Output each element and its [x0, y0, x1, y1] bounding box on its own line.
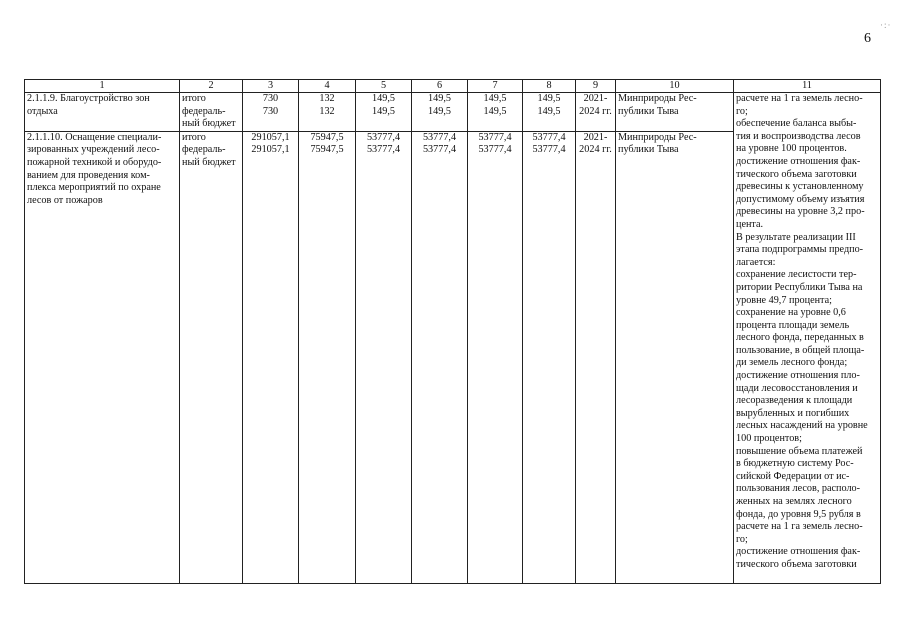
text-line: тия и воспроизводства лесов — [736, 130, 861, 142]
measure-name-cell — [25, 131, 180, 583]
value: 149,5 — [537, 93, 561, 104]
amount-year-cell — [299, 93, 356, 132]
page-number: 6 — [864, 31, 871, 46]
value: 291057,1 — [251, 144, 290, 156]
value: 132 — [319, 93, 335, 104]
amount-year-cell — [468, 93, 523, 132]
value: 149,5 — [372, 93, 395, 104]
text-line: пожарной техникой и оборудо- — [27, 156, 162, 168]
value: 53777,4 — [366, 144, 401, 156]
text-line: обеспечение баланса выбы- — [736, 118, 857, 130]
amount-total-cell — [243, 131, 299, 583]
program-table — [24, 79, 881, 584]
text-line: 2024 гг. — [579, 105, 612, 117]
header-cell: 8 — [523, 80, 576, 93]
text-line: фонда, до уровня 9,5 рубля в — [736, 508, 861, 520]
value: 53777,4 — [532, 144, 566, 156]
header-cell: 6 — [412, 80, 468, 93]
value: 53777,4 — [366, 131, 401, 143]
text-line: достижение отношения фак- — [736, 546, 861, 558]
text-line: на уровне 100 процентов. — [736, 143, 847, 155]
text-line: лесных насаждений на уровне — [736, 420, 868, 432]
text-line: публики Тыва — [618, 144, 679, 156]
text-line: уровне 49,7 процента; — [736, 294, 832, 306]
amount-year-cell — [523, 93, 576, 132]
value: 53777,4 — [478, 144, 512, 156]
text-line: в бюджетную систему Рос- — [736, 458, 854, 470]
value: 53777,4 — [478, 131, 512, 143]
amount-total-cell — [243, 93, 299, 132]
executor-cell — [616, 131, 734, 583]
text-line: итого — [182, 93, 206, 104]
text-line: 2021- — [583, 131, 608, 143]
text-line: 2021- — [583, 93, 608, 104]
text-line: лесоразведения к площади — [736, 395, 853, 407]
amount-year-cell — [356, 93, 412, 132]
text-line: достижение отношения фак- — [736, 155, 861, 167]
text-line: отдыха — [27, 105, 58, 117]
header-cell: 5 — [356, 80, 412, 93]
text-line: сохранение лесистости тер- — [736, 269, 857, 281]
value: 75947,5 — [310, 131, 344, 143]
value: 149,5 — [483, 93, 507, 104]
text-line: допустимому объему изъятия — [736, 193, 865, 205]
text-line: итого — [182, 131, 206, 143]
header-cell: 1 — [25, 80, 180, 93]
value: 75947,5 — [310, 144, 344, 156]
executor-cell — [616, 93, 734, 132]
text-line: расчете на 1 га земель лесно- — [736, 521, 863, 533]
value: 730 — [262, 93, 279, 104]
header-cell: 10 — [616, 80, 734, 93]
text-line: тического объема заготовки — [736, 558, 857, 570]
text-line: федераль- — [182, 105, 226, 117]
text-line: В результате реализации III — [736, 231, 856, 243]
text-line: процента площади земель — [736, 319, 850, 331]
text-line: го; — [736, 105, 748, 117]
text-line: 2.1.1.10. Оснащение специали- — [27, 131, 162, 143]
text-line: женных на землях лесного — [736, 496, 852, 507]
text-line: сохранение на уровне 0,6 — [736, 307, 846, 319]
text-line: лесов от пожаров — [27, 194, 103, 206]
header-cell: 11 — [734, 80, 881, 93]
value: 53777,4 — [422, 144, 457, 156]
text-line: древесины на уровне 3,2 про- — [736, 206, 865, 218]
text-line: древесины к установленному — [736, 181, 864, 193]
text-line: Минприроды Рес- — [618, 131, 697, 143]
value: 149,5 — [537, 105, 561, 117]
text-line: пользования лесов, располо- — [736, 483, 861, 495]
value: 53777,4 — [532, 131, 566, 143]
text-line: ванием для проведения ком- — [27, 169, 150, 181]
header-cell: 3 — [243, 80, 299, 93]
header-cell: 2 — [180, 80, 243, 93]
measure-name-cell — [25, 93, 180, 132]
text-line: зированных учреждений лесо- — [27, 144, 160, 156]
text-line: Минприроды Рес- — [618, 93, 697, 104]
value: 730 — [262, 105, 279, 117]
header-cell: 9 — [576, 80, 616, 93]
text-line: цента. — [736, 218, 764, 230]
text-line: публики Тыва — [618, 105, 679, 117]
text-line: достижение отношения пло- — [736, 370, 860, 382]
corner-scan-mark: ·:· — [880, 20, 892, 30]
amount-year-cell — [523, 131, 576, 583]
amount-year-cell — [412, 131, 468, 583]
header-cell: 7 — [468, 80, 523, 93]
header-cell: 4 — [299, 80, 356, 93]
amount-year-cell — [412, 93, 468, 132]
funding-source-cell — [180, 131, 243, 583]
table-header-row — [25, 80, 881, 93]
value: 149,5 — [428, 105, 451, 117]
table-row — [25, 93, 881, 132]
amount-year-cell — [468, 131, 523, 583]
value: 149,5 — [372, 105, 395, 117]
text-line: лагается: — [736, 256, 776, 268]
value: 132 — [319, 105, 335, 117]
text-line: ди земель лесного фонда; — [736, 357, 848, 369]
text-line: плекса мероприятий по охране — [27, 182, 161, 194]
text-line: лесного фонда, переданных в — [736, 332, 864, 344]
value: 149,5 — [483, 105, 507, 117]
amount-year-cell — [299, 131, 356, 583]
period-cell — [576, 93, 616, 132]
text-line: пользование, в общей площа- — [736, 344, 865, 356]
text-line: повышение объема платежей — [736, 445, 863, 457]
text-line: расчете на 1 га земель лесно- — [736, 93, 863, 104]
period-cell — [576, 131, 616, 583]
text-line: ритории Республики Тыва на — [736, 281, 863, 293]
text-line: этапа подпрограммы предпо- — [736, 244, 864, 256]
funding-source-cell — [180, 93, 243, 132]
text-line: 100 процентов; — [736, 433, 802, 445]
text-line: вырубленных и погибших — [736, 407, 850, 419]
text-line: го; — [736, 533, 748, 545]
value: 291057,1 — [251, 131, 290, 143]
text-line: федераль- — [182, 144, 226, 156]
text-line: ный бюджет — [182, 118, 236, 130]
text-line: ный бюджет — [182, 156, 236, 168]
expected-results-cell — [734, 93, 881, 584]
text-line: 2024 гг. — [579, 144, 612, 156]
text-line: 2.1.1.9. Благоустройство зон — [27, 93, 150, 104]
text-line: сийской Федерации от ис- — [736, 470, 850, 482]
text-line: щади лесовосстановления и — [736, 382, 858, 394]
value: 149,5 — [428, 93, 451, 104]
text-line: тического объема заготовки — [736, 168, 857, 180]
value: 53777,4 — [422, 131, 457, 143]
amount-year-cell — [356, 131, 412, 583]
